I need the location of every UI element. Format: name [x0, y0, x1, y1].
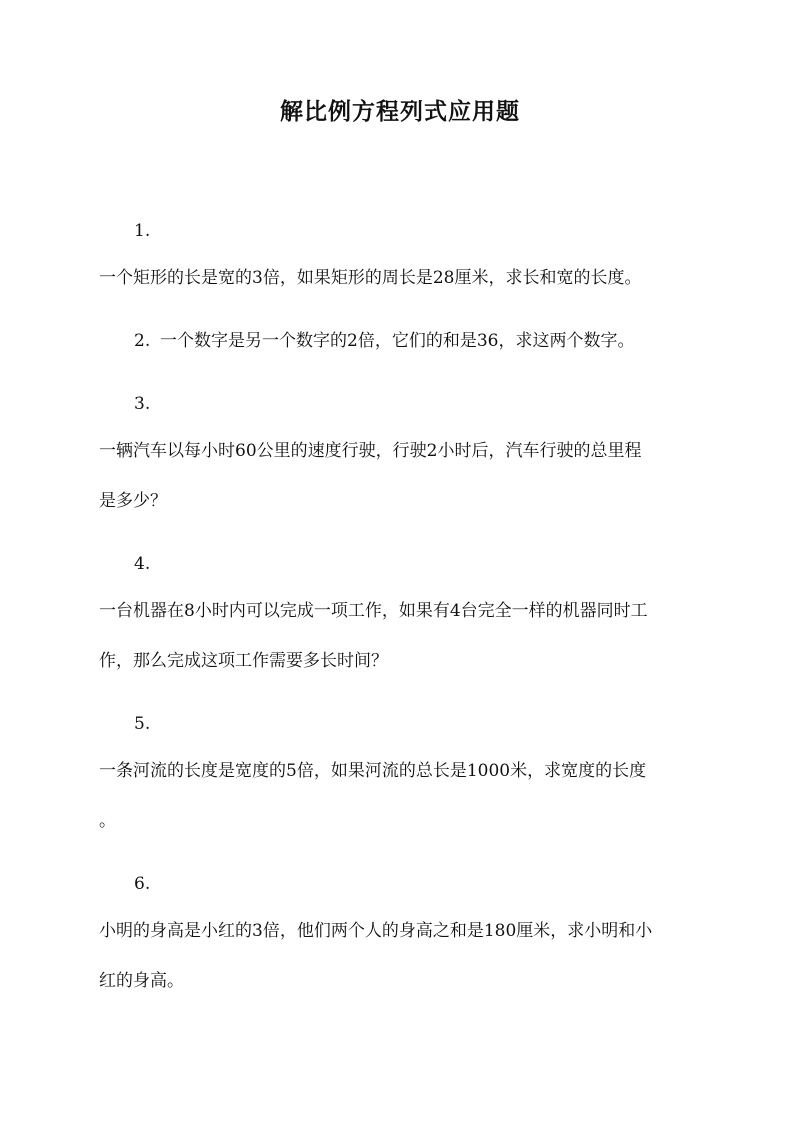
page-title: 解比例方程列式应用题	[280, 98, 520, 125]
problem-6-text-line-2: 红的身高。	[99, 971, 184, 991]
problem-1-number: 1.	[134, 221, 151, 241]
problem-3-text-line-2: 是多少？	[99, 491, 167, 511]
problem-4-text-line-2: 作，那么完成这项工作需要多长时间？	[99, 651, 388, 671]
problem-3-text-line-1: 一辆汽车以每小时60公里的速度行驶，行驶2小时后，汽车行驶的总里程	[99, 441, 642, 461]
problem-2-number: 2.	[134, 331, 151, 351]
problem-6-text-line-1: 小明的身高是小红的3倍，他们两个人的身高之和是180厘米，求小明和小	[99, 921, 653, 941]
problem-5-text-line-2: 。	[99, 811, 116, 831]
problem-4-number: 4.	[134, 554, 151, 574]
problem-5-text-line-1: 一条河流的长度是宽度的5倍，如果河流的总长是1000米，求宽度的长度	[99, 761, 647, 781]
problem-6-number: 6.	[134, 874, 151, 894]
problem-2-text-line-1: 一个数字是另一个数字的2倍，它们的和是36，求这两个数字。	[160, 331, 635, 351]
problem-1-text-line-1: 一个矩形的长是宽的3倍，如果矩形的周长是28厘米，求长和宽的长度。	[99, 268, 642, 288]
problem-4-text-line-1: 一台机器在8小时内可以完成一项工作，如果有4台完全一样的机器同时工	[99, 601, 648, 621]
problem-3-number: 3.	[134, 394, 151, 414]
problem-5-number: 5.	[134, 714, 151, 734]
